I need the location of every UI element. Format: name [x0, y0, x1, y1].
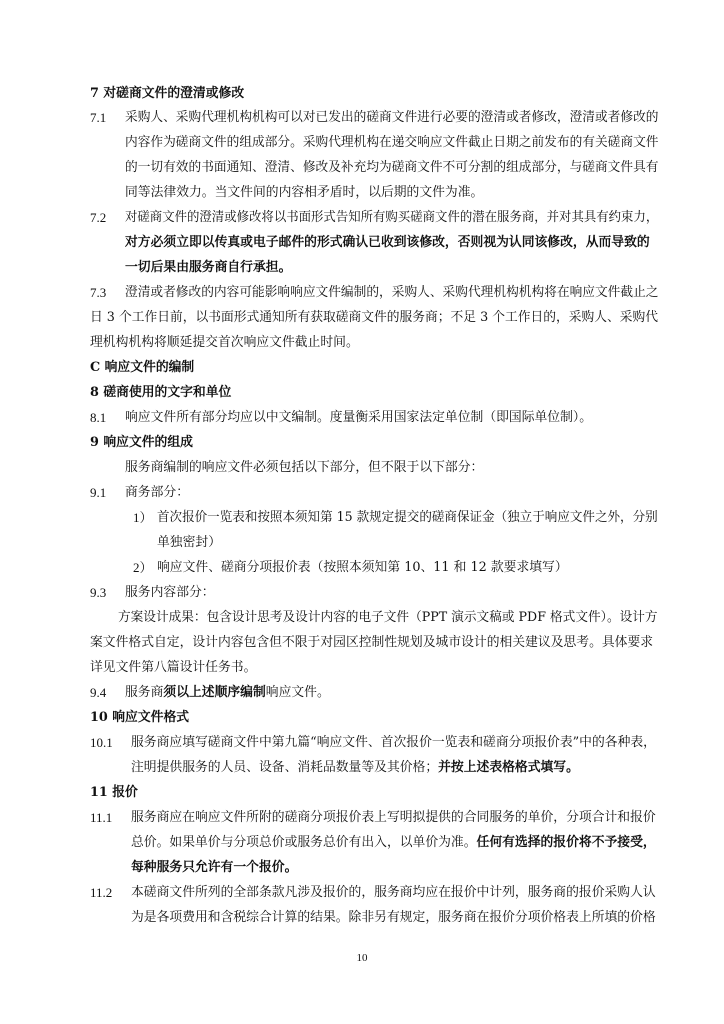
clause-7-2-number: 7.2 — [90, 210, 107, 225]
clause-8-1-line: 响应文件所有部分均应以中文编制。度量衡采用国家法定单位制（即国际单位制）。 — [125, 410, 593, 425]
list-item-2-number: 2） — [133, 560, 153, 575]
plan-paragraph-line: 详见文件第八篇设计任务书。 — [90, 660, 257, 675]
clause-8-1-number: 8.1 — [90, 410, 107, 425]
clause-9-4-number: 9.4 — [90, 685, 107, 700]
clause-9-3-number: 9.3 — [90, 585, 107, 600]
clause-11-2-number: 11.2 — [90, 885, 113, 900]
clause-7-1-line: 采购人、采购代理机构机构可以对已发出的磋商文件进行必要的澄清或者修改，澄清或者修改的 — [125, 110, 659, 125]
section-9-heading: 9 响应文件的组成 — [90, 435, 193, 450]
section-10-heading: 10 响应文件格式 — [90, 710, 190, 725]
clause-11-1-pre: 总价。如果单价与分项总价或服务总价有出入，以单价为准。 — [131, 835, 477, 850]
list-item-2-line: 响应文件、磋商分项报价表（按照本须知第 10、11 和 12 款要求填写） — [157, 560, 568, 575]
section-11-heading: 11 报价 — [90, 785, 138, 800]
clause-9-1-number: 9.1 — [90, 485, 107, 500]
clause-7-3-line: 日 3 个工作日前，以书面形式通知所有获取磋商文件的服务商；不足 3 个工作日的，采购人、采购代 — [90, 310, 659, 325]
clause-10-1-line — [131, 760, 579, 776]
plan-paragraph-line: 方案设计成果：包含设计思考及设计内容的电子文件（PPT 演示文稿或 PDF 格式文件）。设计方 — [118, 610, 658, 625]
clause-7-1-line: 的一切有效的书面通知、澄清、修改及补充均为磋商文件不可分割的组成部分，与磋商文件具有 — [125, 160, 659, 175]
section-7-heading: 7 对磋商文件的澄清或修改 — [90, 86, 245, 101]
clause-7-3-number: 7.3 — [90, 285, 107, 300]
clause-9-4-bold: 须以上述顺序编制 — [163, 685, 266, 700]
clause-9-1-line: 商务部分： — [125, 485, 189, 500]
clause-10-1-bold: 并按上述表格格式填写。 — [438, 760, 579, 775]
clause-7-2-line: 对磋商文件的澄清或修改将以书面形式告知所有购买磋商文件的潜在服务商，并对其具有约束力， — [125, 210, 659, 225]
clause-7-1-line: 同等法律效力。当文件间的内容相矛盾时，以后期的文件为准。 — [125, 185, 484, 200]
clause-10-1-number: 10.1 — [90, 735, 113, 750]
clause-10-1-pre: 注明提供服务的人员、设备、消耗品数量等及其价格； — [131, 760, 439, 775]
clause-9-4-line — [125, 685, 330, 701]
clause-7-3-line: 澄清或者修改的内容可能影响响应文件编制的，采购人、采购代理机构机构将在响应文件截止之 — [125, 285, 659, 300]
section-8-heading: 8 磋商使用的文字和单位 — [90, 385, 232, 400]
clause-7-1-line: 内容作为磋商文件的组成部分。采购代理机构在递交响应文件截止日期之前发布的有关磋商文件 — [125, 135, 659, 150]
list-item-1-number: 1） — [133, 510, 153, 525]
list-item-1-line: 单独密封） — [157, 535, 221, 550]
clause-11-1-number: 11.1 — [90, 810, 113, 825]
plan-paragraph-line: 案文件格式自定，设计内容包含但不限于对园区控制性规划及城市设计的相关建议及思考。具体要求 — [90, 635, 654, 650]
list-item-1-line: 首次报价一览表和按照本须知第 15 款规定提交的磋商保证金（独立于响应文件之外，分别 — [157, 510, 658, 525]
clause-9-3-line: 服务内容部分： — [125, 585, 215, 600]
clause-11-1-line: 服务商应在响应文件所附的磋商分项报价表上写明拟提供的合同服务的单价，分项合计和报价 — [131, 810, 656, 825]
clause-11-1-bold: 任何有选择的报价将不予接受， — [476, 835, 656, 850]
clause-7-1-number: 7.1 — [90, 110, 107, 125]
section-9-intro: 服务商编制的响应文件必须包括以下部分，但不限于以下部分： — [125, 460, 484, 475]
section-c-heading: C 响应文件的编制 — [90, 360, 195, 375]
clause-9-4-post: 响应文件。 — [265, 685, 330, 700]
clause-11-1-line — [131, 835, 656, 851]
clause-11-1-line-bold: 每种服务只允许有一个报价。 — [131, 860, 298, 875]
page-number: 10 — [356, 952, 368, 964]
clause-7-3-line: 理机构机构将顺延提交首次响应文件截止时间。 — [90, 335, 359, 350]
clause-7-2-line-bold: 一切后果由服务商自行承担。 — [125, 260, 292, 275]
clause-7-2-line-bold: 对方必须立即以传真或电子邮件的形式确认已收到该修改，否则视为认同该修改，从而导致的 — [125, 235, 650, 250]
clause-11-2-line: 为是各项费用和含税综合计算的结果。除非另有规定，服务商在报价分项价格表上所填的价格 — [131, 910, 656, 925]
clause-10-1-line: 服务商应填写磋商文件中第九篇“响应文件、首次报价一览表和磋商分项报价表”中的各种表， — [131, 735, 656, 750]
clause-9-4-pre: 服务商 — [125, 685, 164, 700]
clause-11-2-line: 本磋商文件所列的全部条款凡涉及报价的，服务商均应在报价中计列，服务商的报价采购人认 — [131, 885, 656, 900]
